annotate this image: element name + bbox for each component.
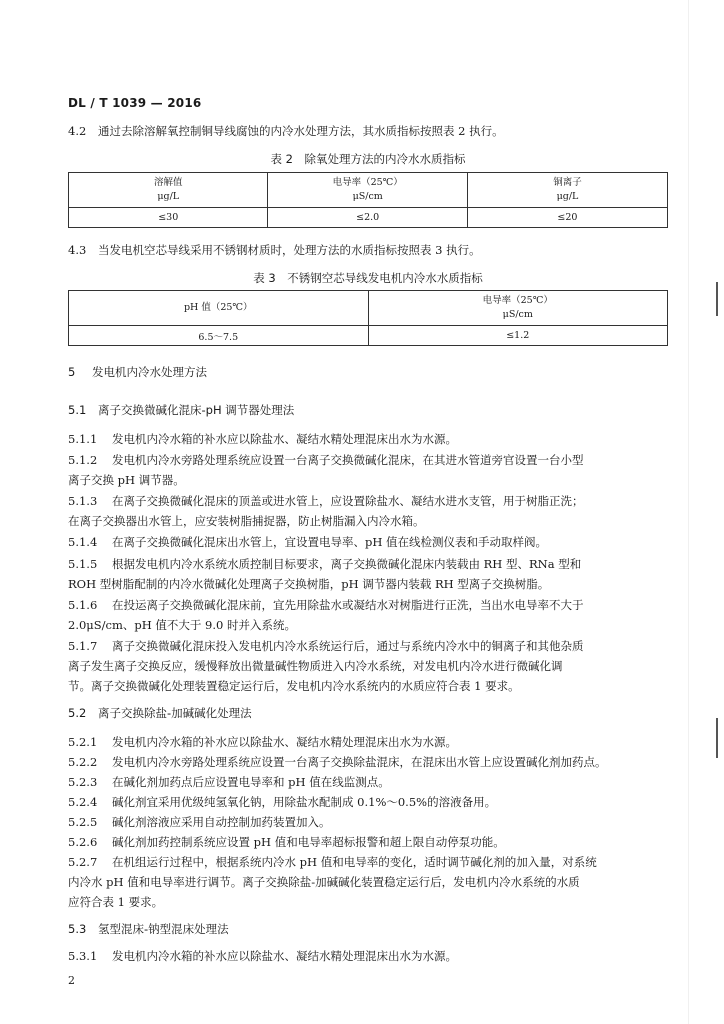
clause-text: 在离子交换器出水管上，应安装树脂捕捉器，防止树脂漏入内冷水箱。 <box>68 514 425 528</box>
clause-5-1-1 <box>68 429 668 449</box>
clause-text: 碱化剂溶液应采用自动控制加药装置加入。 <box>112 815 331 829</box>
clause-4-2 <box>68 121 668 141</box>
table-header-cell: 铜离子 μg/L <box>467 173 667 208</box>
table-header-cell: 电导率（25℃） μS/cm <box>368 291 668 326</box>
clause-number: 5.1.3 <box>68 494 98 508</box>
clause-4-3 <box>68 240 668 260</box>
clause-number: 5.1.2 <box>68 453 98 467</box>
clause-5-2-4 <box>68 792 668 812</box>
clause-text: 节。离子交换微碱化处理装置稳定运行后，发电机内冷水系统内的水质应符合表 1 要求。 <box>68 679 520 693</box>
section-number: 5.2 <box>68 706 87 720</box>
table-cell: ≤1.2 <box>368 326 668 346</box>
clause-text: 发电机内冷水箱的补水应以除盐水、凝结水精处理混床出水为水源。 <box>112 432 457 446</box>
clause-5-2-3 <box>68 772 668 792</box>
clause-text: 发电机内冷水箱的补水应以除盐水、凝结水精处理混床出水为水源。 <box>112 735 457 749</box>
clause-text: 离子交换 pH 调节器。 <box>68 473 185 487</box>
table-header-cell: 电导率（25℃） μS/cm <box>268 173 467 208</box>
clause-number: 5.2.2 <box>68 755 98 769</box>
clause-number: 5.2.1 <box>68 735 98 749</box>
section-5-2-heading <box>68 705 252 721</box>
clause-number: 5.3.1 <box>68 949 98 963</box>
clause-number: 5.1.6 <box>68 598 98 612</box>
table-cell: ≤20 <box>467 208 667 228</box>
clause-5-1-7 <box>68 636 668 696</box>
clause-number: 5.1.7 <box>68 639 98 653</box>
clause-5-1-6 <box>68 595 668 635</box>
clause-text: 离子发生离子交换反应，缓慢释放出微量碱性物质进入内冷水系统，对发电机内冷水进行微碱化调 <box>68 659 563 673</box>
clause-5-2-2 <box>68 752 668 772</box>
clause-5-2-7 <box>68 852 668 912</box>
section-title: 离子交换微碱化混床-pH 调节器处理法 <box>98 403 295 417</box>
clause-text: 碱化剂加药控制系统应设置 pH 值和电导率超标报警和超上限自动停泵功能。 <box>112 835 505 849</box>
clause-text: 在机组运行过程中，根据系统内冷水 pH 值和电导率的变化，适时调节碱化剂的加入量，对系统 <box>112 855 597 869</box>
table-header-cell: 溶解值 μg/L <box>69 173 268 208</box>
clause-5-1-2 <box>68 450 668 490</box>
standard-code: DL / T 1039 — 2016 <box>68 96 202 110</box>
section-5-heading <box>68 364 207 380</box>
clause-5-2-5 <box>68 812 668 832</box>
clause-text: 内冷水 pH 值和电导率进行调节。离子交换除盐-加碱碱化装置稳定运行后，发电机内冷水系统的水质 <box>68 875 580 889</box>
clause-text: 在碱化剂加药点后应设置电导率和 pH 值在线监测点。 <box>112 775 390 789</box>
clause-text: 在投运离子交换微碱化混床前，宜先用除盐水或凝结水对树脂进行正洗，当出水电导率不大于 <box>112 598 584 612</box>
table-header-cell: pH 值（25℃） <box>69 291 369 326</box>
clause-text: 发电机内冷水旁路处理系统应设置一台离子交换除盐混床，在混床出水管上应设置碱化剂加药点。 <box>112 755 607 769</box>
section-title: 发电机内冷水处理方法 <box>92 365 207 379</box>
page-number: 2 <box>68 974 75 987</box>
section-5-3-heading <box>68 921 229 937</box>
clause-number: 5.2.4 <box>68 795 98 809</box>
section-number: 5 <box>68 365 76 379</box>
clause-5-1-4 <box>68 532 668 552</box>
table-2 <box>68 172 668 228</box>
table-row <box>69 208 668 228</box>
clause-text: 在离子交换微碱化混床的顶盖或进水管上，应设置除盐水、凝结水进水支管，用于树脂正洗； <box>112 494 584 508</box>
table-cell: ≤30 <box>69 208 268 228</box>
clause-5-3-1 <box>68 946 668 966</box>
table-row <box>69 326 668 346</box>
table-header-row <box>69 291 668 326</box>
clause-text: 在离子交换微碱化混床出水管上，宜设置电导率、pH 值在线检测仪表和手动取样阀。 <box>112 535 548 549</box>
clause-number: 5.2.6 <box>68 835 98 849</box>
scan-edge-mark <box>716 282 718 316</box>
clause-text: 根据发电机内冷水系统水质控制目标要求，离子交换微碱化混床内装载由 RH 型、RNa 型和 <box>112 557 582 571</box>
section-title: 离子交换除盐-加碱碱化处理法 <box>98 706 252 720</box>
table-cell: 6.5～7.5 <box>69 326 369 346</box>
clause-text: 应符合表 1 要求。 <box>68 895 164 909</box>
clause-number: 5.1.4 <box>68 535 98 549</box>
clause-number: 5.2.7 <box>68 855 98 869</box>
table2-caption: 表 2 除氧处理方法的内冷水水质指标 <box>270 152 466 166</box>
clause-number: 5.1.5 <box>68 557 98 571</box>
section-title: 氢型混床-钠型混床处理法 <box>98 922 229 936</box>
clause-text: 离子交换微碱化混床投入发电机内冷水系统运行后，通过与系统内冷水中的铜离子和其他杂质 <box>112 639 584 653</box>
table-3 <box>68 290 668 346</box>
clause-5-1-3 <box>68 491 668 531</box>
clause-5-2-1 <box>68 732 668 752</box>
section-number: 5.1 <box>68 403 87 417</box>
clause-number: 4.2 <box>68 124 87 138</box>
table-header-row <box>69 173 668 208</box>
section-number: 5.3 <box>68 922 87 936</box>
clause-5-1-5 <box>68 554 668 594</box>
clause-text: 通过去除溶解氧控制铜导线腐蚀的内冷水处理方法，其水质指标按照表 2 执行。 <box>98 124 504 138</box>
clause-number: 4.3 <box>68 243 87 257</box>
scan-gutter-line <box>688 0 689 1024</box>
clause-number: 5.2.3 <box>68 775 98 789</box>
clause-5-2-6 <box>68 832 668 852</box>
clause-number: 5.1.1 <box>68 432 98 446</box>
section-5-1-heading <box>68 402 294 418</box>
clause-text: 2.0μS/cm、pH 值不大于 9.0 时并入系统。 <box>68 618 297 632</box>
clause-text: 碱化剂宜采用优级纯氢氧化钠，用除盐水配制成 0.1%～0.5%的溶液备用。 <box>112 795 497 809</box>
scan-edge-mark <box>716 718 718 758</box>
clause-text: 发电机内冷水旁路处理系统应设置一台离子交换微碱化混床，在其进水管道旁官设置一台小型 <box>112 453 584 467</box>
clause-text: 当发电机空芯导线采用不锈钢材质时，处理方法的水质指标按照表 3 执行。 <box>98 243 481 257</box>
table-cell: ≤2.0 <box>268 208 467 228</box>
clause-text: ROH 型树脂配制的内冷水微碱化处理离子交换树脂，pH 调节器内装载 RH 型离子交换树脂。 <box>68 577 550 591</box>
clause-text: 发电机内冷水箱的补水应以除盐水、凝结水精处理混床出水为水源。 <box>112 949 457 963</box>
clause-number: 5.2.5 <box>68 815 98 829</box>
table3-caption: 表 3 不锈钢空芯导线发电机内冷水水质指标 <box>253 271 483 285</box>
